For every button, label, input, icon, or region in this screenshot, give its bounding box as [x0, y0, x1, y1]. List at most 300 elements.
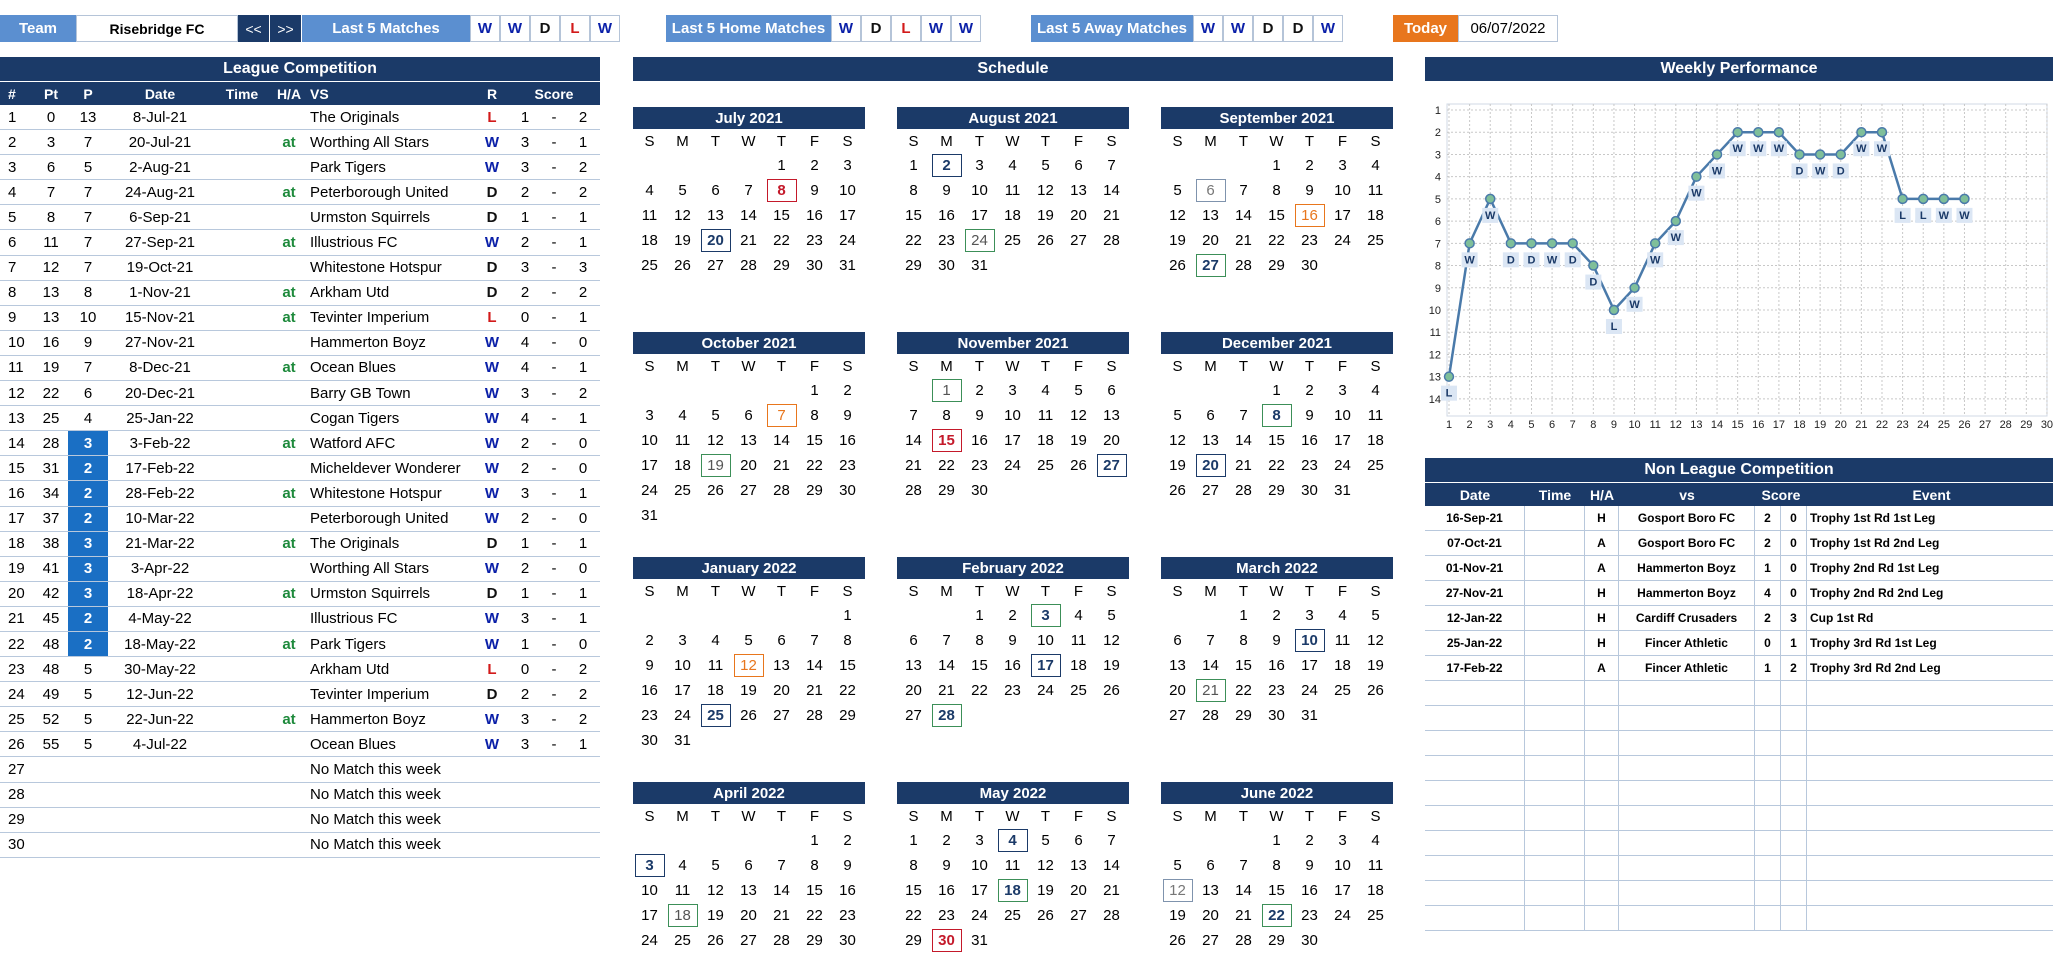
result-cell: D — [486, 535, 498, 553]
date-cell: 25-Jan-22 — [1425, 631, 1525, 655]
calendar-day: 1 — [810, 832, 819, 849]
calendar-day: 31 — [1334, 482, 1351, 499]
calendar-day: 11 — [1367, 857, 1384, 874]
calendar-day: 11 — [1037, 407, 1054, 424]
date-cell: 18-May-22 — [124, 635, 196, 653]
y-tick-label: 5 — [1434, 193, 1441, 206]
table-row — [0, 456, 600, 481]
opponent-cell: Arkham Utd — [310, 660, 390, 678]
event-cell: Trophy 3rd Rd 2nd Leg — [1810, 661, 1941, 675]
time-cell — [212, 783, 272, 807]
weekday-header: T — [1040, 807, 1051, 825]
calendar-day: 2 — [645, 632, 654, 649]
data-point — [1630, 283, 1639, 292]
score-against: 1 — [578, 234, 588, 252]
row-number: 20 — [8, 585, 25, 603]
match-day-marker[interactable]: 15 — [932, 429, 962, 452]
data-label: D — [1568, 254, 1577, 267]
points-cell: 52 — [42, 710, 60, 728]
opponent-cell: Cogan Tigers — [310, 409, 400, 427]
score-dash: - — [551, 735, 557, 753]
event-cell — [1807, 881, 2053, 905]
calendar-day: 14 — [1202, 657, 1219, 674]
result-badge: D — [861, 15, 891, 42]
score-for — [1755, 756, 1781, 780]
x-tick-label: 20 — [1834, 419, 1847, 428]
opponent-cell: Watford AFC — [310, 434, 396, 452]
home-away-cell: at — [282, 535, 296, 553]
calendar-month — [633, 107, 865, 278]
date-cell: 1-Nov-21 — [129, 284, 191, 302]
calendar-day: 11 — [1334, 632, 1351, 649]
y-tick-label: 3 — [1434, 149, 1441, 162]
calendar-day: 16 — [839, 432, 856, 449]
opponent-cell: Barry GB Town — [310, 384, 411, 402]
time-cell — [212, 230, 272, 254]
calendar-day: 12 — [1103, 632, 1120, 649]
data-point — [1877, 128, 1886, 137]
weekday-header: T — [1040, 132, 1051, 150]
calendar-month-title: April 2022 — [633, 782, 865, 804]
calendar-day: 26 — [1169, 932, 1186, 949]
calendar-day: 18 — [1367, 207, 1384, 224]
match-day-marker[interactable]: 12 — [1163, 879, 1193, 902]
calendar-day: 4 — [1371, 157, 1380, 174]
score-for — [508, 808, 542, 832]
calendar-day: 8 — [1239, 632, 1248, 649]
home-away-cell: H — [1585, 581, 1619, 605]
calendar-day: 3 — [1338, 832, 1347, 849]
score-against: 2 — [578, 108, 588, 126]
calendar-day: 27 — [905, 707, 922, 724]
result-cell: W — [484, 384, 500, 402]
calendar-day: 4 — [678, 857, 687, 874]
calendar-month-title: March 2022 — [1161, 557, 1393, 579]
score-against — [1781, 681, 1807, 705]
calendar-empty-cell — [1161, 828, 1194, 853]
calendar-empty-cell — [798, 603, 831, 628]
match-day-marker[interactable]: 18 — [998, 879, 1028, 902]
match-day-marker[interactable]: 12 — [734, 654, 764, 677]
calendar-day: 20 — [740, 907, 757, 924]
calendar-day: 15 — [1268, 207, 1285, 224]
nonleague-title: Non League Competition — [1425, 458, 2053, 482]
schedule-title: Schedule — [633, 57, 1393, 81]
match-day-marker[interactable]: 4 — [998, 829, 1028, 852]
data-label: W — [1629, 298, 1640, 311]
x-tick-label: 19 — [1814, 419, 1827, 428]
calendar-day: 31 — [839, 257, 856, 274]
position-cell: 7 — [83, 133, 93, 151]
time-cell — [1525, 506, 1585, 530]
calendar-day: 5 — [1107, 607, 1116, 624]
calendar-day: 12 — [707, 882, 724, 899]
result-badge: W — [470, 15, 500, 42]
prev-team-button[interactable]: << — [238, 15, 270, 42]
calendar-day: 27 — [707, 257, 724, 274]
event-cell: Cup 1st Rd — [1810, 611, 1874, 625]
calendar-day: 20 — [1103, 432, 1120, 449]
date-cell: 3-Apr-22 — [130, 560, 190, 578]
weekday-header: S — [1106, 582, 1117, 600]
home-away-cell: H — [1585, 606, 1619, 630]
result-cell: W — [484, 610, 500, 628]
data-label: D — [1836, 165, 1845, 178]
calendar-empty-cell — [699, 603, 732, 628]
calendar-day: 6 — [777, 632, 786, 649]
opponent-cell: Urmston Squirrels — [310, 208, 431, 226]
calendar-day — [1194, 678, 1227, 703]
calendar-day: 3 — [645, 407, 654, 424]
nonleague-col-header: Date — [1459, 486, 1491, 503]
weekday-header: F — [1337, 357, 1348, 375]
score-dash: - — [551, 635, 557, 653]
calendar-day: 10 — [839, 182, 856, 199]
calendar-day: 7 — [1239, 857, 1248, 874]
score-against: 0 — [1781, 531, 1807, 555]
score-against: 1 — [578, 309, 588, 327]
event-cell — [1807, 781, 2053, 805]
date-cell — [1425, 781, 1525, 805]
match-day-marker[interactable]: 7 — [767, 404, 797, 427]
score-against: 0 — [578, 434, 588, 452]
match-day-marker[interactable]: 20 — [701, 229, 731, 252]
date-cell: 20-Dec-21 — [124, 384, 196, 402]
data-label: W — [1649, 254, 1661, 267]
calendar-month-title: February 2022 — [897, 557, 1129, 579]
calendar-day: 9 — [1305, 407, 1314, 424]
points-cell: 55 — [42, 735, 60, 753]
row-number: 5 — [8, 208, 17, 226]
calendar-day: 18 — [1334, 657, 1351, 674]
table-row — [0, 833, 600, 858]
calendar-day: 1 — [843, 607, 852, 624]
team-select[interactable]: Risebridge FC — [76, 15, 238, 42]
calendar-day: 2 — [942, 832, 951, 849]
calendar-day: 11 — [1070, 632, 1087, 649]
match-day-marker[interactable]: 20 — [1196, 454, 1226, 477]
points-cell: 49 — [42, 685, 60, 703]
weekday-header: S — [1172, 582, 1183, 600]
calendar-day: 7 — [1239, 407, 1248, 424]
weekday-header: T — [1304, 807, 1315, 825]
table-row — [1425, 531, 2053, 556]
result-cell: L — [487, 660, 497, 678]
calendar-day: 10 — [1037, 632, 1054, 649]
calendar-grid — [633, 804, 865, 953]
row-number: 27 — [8, 760, 25, 778]
x-tick-label: 8 — [1590, 419, 1597, 428]
time-cell — [212, 180, 272, 204]
position-cell: 2 — [68, 481, 108, 505]
calendar-empty-cell — [699, 153, 732, 178]
weekday-header: T — [710, 582, 721, 600]
weekday-header: M — [676, 582, 689, 600]
time-cell — [1525, 531, 1585, 555]
date-cell: 4-May-22 — [128, 610, 192, 628]
calendar-day — [930, 428, 963, 453]
calendar-day — [1029, 603, 1062, 628]
calendar-day: 21 — [1235, 232, 1252, 249]
time-cell — [212, 808, 272, 832]
table-row — [0, 331, 600, 356]
score-dash: - — [551, 309, 557, 327]
weekday-header: S — [644, 357, 655, 375]
home-away-cell: at — [282, 183, 296, 201]
match-day-marker[interactable]: 8 — [1262, 404, 1292, 427]
x-tick-label: 16 — [1752, 419, 1765, 428]
date-cell: 19-Oct-21 — [126, 259, 194, 277]
calendar-empty-cell — [897, 603, 930, 628]
calendar-day: 8 — [1272, 182, 1281, 199]
score-for: 2 — [520, 434, 530, 452]
home-away-cell — [272, 331, 306, 355]
time-cell — [212, 155, 272, 179]
match-day-marker[interactable]: 30 — [932, 929, 962, 952]
calendar-day: 24 — [1334, 907, 1351, 924]
match-day-marker[interactable]: 24 — [965, 229, 995, 252]
match-day-marker[interactable]: 16 — [1295, 204, 1325, 227]
score-for: 3 — [520, 484, 530, 502]
date-cell — [1425, 681, 1525, 705]
home-away-cell — [272, 507, 306, 531]
opponent-cell: Hammerton Boyz — [1619, 556, 1755, 580]
home-away-cell — [272, 256, 306, 280]
result-cell: W — [484, 409, 500, 427]
calendar-day: 29 — [938, 482, 955, 499]
calendar-day — [699, 453, 732, 478]
weekday-header: T — [776, 807, 787, 825]
calendar-day — [1293, 203, 1326, 228]
calendar-day: 4 — [1371, 832, 1380, 849]
league-col-header: Time — [225, 85, 259, 102]
row-number: 17 — [8, 510, 25, 528]
calendar-day: 18 — [1004, 207, 1021, 224]
score-dash: - — [551, 259, 557, 277]
data-point — [1486, 194, 1495, 203]
home-away-cell: at — [282, 133, 296, 151]
calendar-day: 7 — [1239, 182, 1248, 199]
calendar-day: 26 — [1037, 232, 1054, 249]
calendar-day: 28 — [1202, 707, 1219, 724]
calendar-day: 10 — [1334, 407, 1351, 424]
position-cell: 13 — [79, 108, 97, 126]
data-point — [1692, 172, 1701, 181]
score-dash — [542, 808, 566, 832]
weekday-header: F — [809, 357, 820, 375]
calendar-day: 6 — [744, 857, 753, 874]
data-point — [1589, 261, 1598, 270]
data-label: W — [1670, 232, 1681, 245]
calendar-day: 13 — [773, 657, 790, 674]
calendar-empty-cell — [1161, 153, 1194, 178]
nonleague-col-header: Event — [1912, 486, 1951, 503]
calendar-day: 21 — [938, 682, 955, 699]
calendar-day: 17 — [674, 682, 691, 699]
match-day-marker[interactable]: 25 — [701, 704, 731, 727]
calendar-day: 7 — [1107, 157, 1116, 174]
date-cell: 21-Mar-22 — [125, 535, 195, 553]
calendar-day: 28 — [1235, 257, 1252, 274]
calendar-month — [633, 332, 865, 528]
score-against: 2 — [578, 685, 588, 703]
calendar-day: 6 — [909, 632, 918, 649]
home-away-cell — [272, 657, 306, 681]
calendar-grid — [1161, 354, 1393, 503]
data-point — [1960, 194, 1969, 203]
calendar-day: 24 — [971, 907, 988, 924]
calendar-day: 31 — [674, 732, 691, 749]
opponent-cell: No Match this week — [310, 836, 441, 854]
match-day-marker[interactable]: 27 — [1196, 254, 1226, 277]
calendar-day: 25 — [1004, 232, 1021, 249]
calendar-day: 30 — [971, 482, 988, 499]
date-cell: 28-Feb-22 — [125, 484, 195, 502]
calendar-day: 2 — [1305, 832, 1314, 849]
score-dash — [542, 783, 566, 807]
calendar-day: 5 — [711, 857, 720, 874]
position-cell — [68, 808, 108, 832]
weekday-header: S — [842, 582, 853, 600]
points-cell: 38 — [42, 535, 60, 553]
calendar-day: 15 — [971, 657, 988, 674]
date-cell — [1425, 806, 1525, 830]
league-col-header: VS — [310, 85, 329, 102]
match-day-marker[interactable]: 1 — [932, 379, 962, 402]
home-away-cell: H — [1585, 631, 1619, 655]
time-cell — [212, 481, 272, 505]
score-for: 1 — [520, 108, 530, 126]
today-label: Today — [1393, 15, 1458, 42]
calendar-day: 19 — [674, 232, 691, 249]
date-cell — [108, 783, 212, 807]
match-day-marker[interactable]: 2 — [932, 154, 962, 177]
calendar-day: 17 — [839, 207, 856, 224]
calendar-day: 14 — [905, 432, 922, 449]
table-row — [1425, 656, 2053, 681]
y-tick-label: 2 — [1434, 127, 1441, 140]
calendar-day: 16 — [971, 432, 988, 449]
result-cell: W — [484, 710, 500, 728]
match-day-marker[interactable]: 17 — [1031, 654, 1061, 677]
weekday-header: F — [1073, 807, 1084, 825]
match-day-marker[interactable]: 10 — [1295, 629, 1325, 652]
match-day-marker[interactable]: 3 — [1031, 604, 1061, 627]
x-tick-label: 17 — [1772, 419, 1786, 428]
calendar-day: 2 — [1008, 607, 1017, 624]
calendar-day: 29 — [905, 257, 922, 274]
match-day-marker[interactable]: 8 — [767, 179, 797, 202]
score-against — [1781, 881, 1807, 905]
match-day-marker[interactable]: 28 — [932, 704, 962, 727]
calendar-day: 6 — [1206, 407, 1215, 424]
result-cell: W — [484, 334, 500, 352]
data-label: W — [1546, 254, 1558, 267]
score-against — [1781, 706, 1807, 730]
calendar-day: 22 — [1268, 457, 1285, 474]
time-cell — [1525, 856, 1585, 880]
data-point — [1754, 128, 1763, 137]
date-cell: 17-Feb-22 — [125, 459, 195, 477]
score-dash: - — [551, 359, 557, 377]
position-cell: 2 — [68, 632, 108, 656]
weekday-header: S — [1370, 132, 1381, 150]
calendar-day: 25 — [1004, 907, 1021, 924]
calendar-day: 15 — [806, 882, 823, 899]
weekday-header: T — [776, 357, 787, 375]
calendar-day: 20 — [1202, 232, 1219, 249]
calendar-day — [666, 903, 699, 928]
calendar-day: 5 — [1173, 407, 1182, 424]
weekday-header: T — [710, 357, 721, 375]
date-cell: 07-Oct-21 — [1425, 531, 1525, 555]
opponent-cell: Tevinter Imperium — [310, 685, 430, 703]
calendar-day: 7 — [777, 857, 786, 874]
score-against: 2 — [578, 660, 588, 678]
row-number: 13 — [8, 409, 25, 427]
calendar-day: 21 — [1103, 207, 1120, 224]
date-cell — [1425, 756, 1525, 780]
match-day-marker[interactable]: 21 — [1196, 679, 1226, 702]
weekday-header: M — [940, 807, 953, 825]
league-col-header: Pt — [44, 85, 58, 102]
calendar-day: 16 — [806, 207, 823, 224]
x-tick-label: 7 — [1569, 419, 1576, 428]
calendar-day: 26 — [1367, 682, 1384, 699]
calendar-day: 14 — [1235, 882, 1252, 899]
opponent-cell: The Originals — [310, 108, 400, 126]
next-team-button[interactable]: >> — [270, 15, 302, 42]
calendar-day: 9 — [942, 182, 951, 199]
table-row — [0, 707, 600, 732]
opponent-cell — [1619, 856, 1755, 880]
calendar-grid — [1161, 804, 1393, 953]
calendar-day: 28 — [806, 707, 823, 724]
row-number: 10 — [8, 334, 25, 352]
time-cell — [1525, 731, 1585, 755]
calendar-day: 17 — [971, 882, 988, 899]
match-day-marker[interactable]: 6 — [1196, 179, 1226, 202]
calendar-day: 21 — [1235, 457, 1252, 474]
calendar-day: 30 — [839, 932, 856, 949]
table-row — [0, 632, 600, 657]
match-day-marker[interactable]: 19 — [701, 454, 731, 477]
table-row — [0, 306, 600, 331]
date-cell: 8-Jul-21 — [132, 108, 188, 126]
calendar-day: 5 — [1173, 857, 1182, 874]
match-day-marker[interactable]: 18 — [668, 904, 698, 927]
calendar-day: 9 — [975, 407, 984, 424]
date-cell: 8-Dec-21 — [129, 359, 191, 377]
date-cell: 16-Sep-21 — [1425, 506, 1525, 530]
score-for — [1755, 906, 1781, 930]
weekday-header: M — [1204, 132, 1217, 150]
match-day-marker[interactable]: 27 — [1097, 454, 1127, 477]
table-row — [0, 230, 600, 255]
last5-label: Last 5 Matches — [302, 15, 470, 42]
opponent-cell: Park Tigers — [310, 635, 386, 653]
row-number: 18 — [8, 535, 25, 553]
match-day-marker[interactable]: 3 — [635, 854, 665, 877]
opponent-cell: Tevinter Imperium — [310, 309, 430, 327]
score-against: 3 — [1781, 606, 1807, 630]
calendar-month — [897, 782, 1129, 953]
points-cell: 45 — [42, 610, 60, 628]
match-day-marker[interactable]: 22 — [1262, 904, 1292, 927]
calendar-day: 2 — [810, 157, 819, 174]
result-badge: W — [951, 15, 981, 42]
home-away-cell: at — [282, 434, 296, 452]
